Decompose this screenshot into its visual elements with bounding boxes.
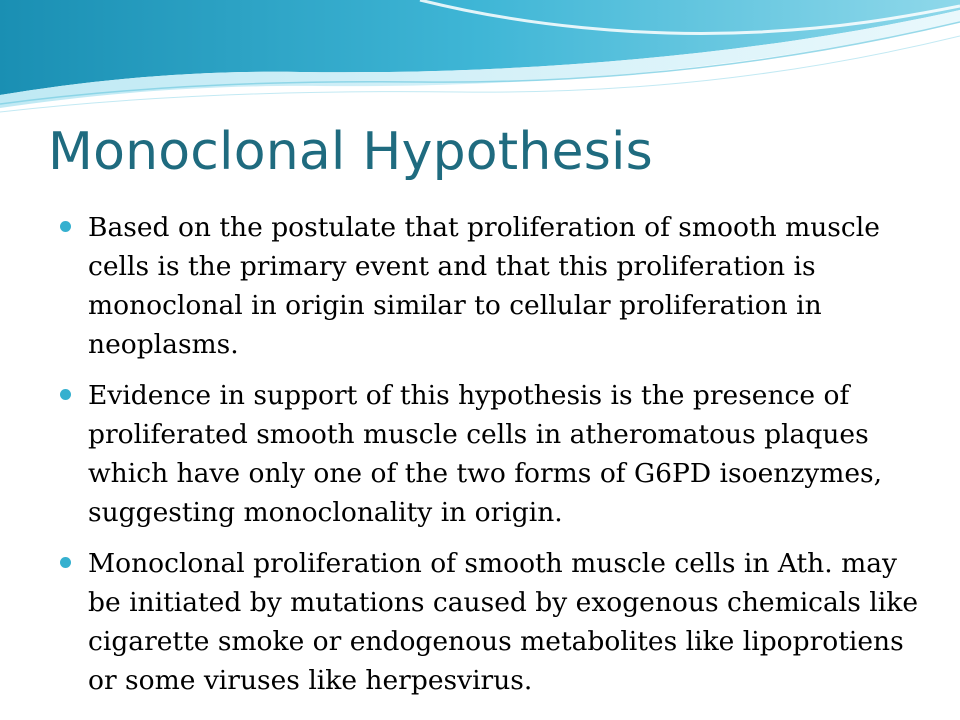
bullet-text: Evidence in support of this hypothesis is the presence of proliferated smooth muscle cells in atheromatous plaques which have only one of the two forms of G6PD isoenzymes, suggesting monoclonality in origin. xyxy=(88,380,883,528)
bullet-item xyxy=(60,376,920,532)
bullet-dot-icon xyxy=(60,221,71,232)
slide-title: Monoclonal Hypothesis xyxy=(48,122,653,182)
bullet-text: Monoclonal proliferation of smooth muscle cells in Ath. may be initiated by mutations caused by exogenous chemicals like cigarette smoke or endogenous metabolites like lipoprotiens or some viruses like herpesvirus. xyxy=(88,548,919,696)
bullet-dot-icon xyxy=(60,557,71,568)
bullet-list xyxy=(60,208,920,700)
bullet-text: Based on the postulate that proliferation of smooth muscle cells is the primary event and that this proliferation is monoclonal in origin similar to cellular proliferation in neoplasms. xyxy=(88,212,880,360)
bullet-item xyxy=(60,544,920,700)
header-wave-decoration xyxy=(0,0,960,130)
bullet-item xyxy=(60,208,920,364)
slide-content xyxy=(60,208,920,712)
bullet-dot-icon xyxy=(60,389,71,400)
